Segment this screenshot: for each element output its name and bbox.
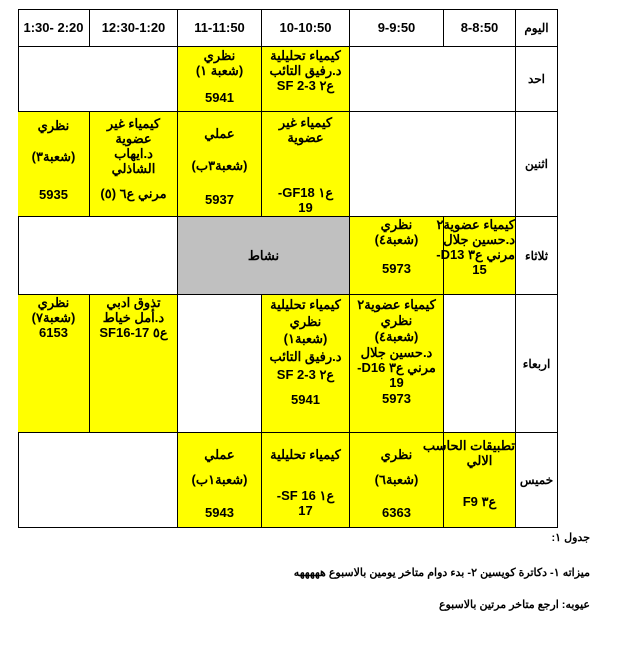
day-wednesday: اربعاء — [516, 295, 558, 433]
day-monday: اثنين — [516, 112, 558, 217]
class-thu-theory: نظري (شعبة٦) 6363 — [350, 433, 444, 528]
class-wed-analytical: كيمياء تحليلية نظري (شعبة١) د.رفيق التائب ع٢ SF 2-3 5941 — [262, 295, 350, 433]
class-mon-theory: نظري (شعبة٣) 5935 — [18, 112, 90, 217]
day-thursday: خميس — [516, 433, 558, 528]
day-sunday: احد — [516, 47, 558, 112]
class-wed-literary: تذوق ادبي د.أمل خياط ع٥ SF16-17 — [90, 295, 178, 433]
empty-cell — [444, 295, 516, 433]
class-tue-theory: نظري (شعبة٤) 5973 — [350, 217, 444, 295]
schedule-table — [18, 9, 558, 528]
activity-block: نشاط — [178, 217, 350, 295]
class-sun-analytical: كيمياء تحليلية د.رفيق التائب ع٢ SF 2-3 — [262, 47, 350, 112]
time-header-5: 12:30-1:20 — [90, 9, 178, 47]
class-tue-organic: كيمياء عضوية٢ د.حسين جلال مرني ع٣ D13- 15 — [444, 217, 516, 295]
class-mon-inorganic-2: كيمياء غير عضوية د.ايهاب الشاذلي مرني ع٦ (٥) — [90, 112, 178, 217]
empty-cell — [18, 217, 178, 295]
class-thu-analytical: كيمياء تحليلية ع١ SF 16- 17 — [262, 433, 350, 528]
class-thu-computer-apps: تطبيقات الحاسب الالي ع٣ F9 — [444, 433, 516, 528]
class-wed-theory: نظري (شعبة٧) 6153 — [18, 295, 90, 433]
table-caption: جدول ١: — [551, 532, 590, 544]
pros-text: ميزاته ١- دكاترة كويسين ٢- بدء دوام متاخر يومين بالاسبوع هههههه — [293, 567, 590, 579]
time-header-6: 1:30- 2:20 — [18, 9, 90, 47]
class-sun-theory: نظري (شعبة ١) 5941 — [178, 47, 262, 112]
day-tuesday: ثلاثاء — [516, 217, 558, 295]
class-wed-organic: كيمياء عضوية٢ نظري (شعبة٤) د.حسين جلال مرني ع٣ D16- 19 5973 — [350, 295, 444, 433]
empty-cell — [18, 47, 178, 112]
empty-cell — [178, 295, 262, 433]
class-mon-inorganic-1: كيمياء غير عضوية ع١ GF18- 19 — [262, 112, 350, 217]
empty-cell — [18, 433, 178, 528]
time-header-1: 8-8:50 — [444, 9, 516, 47]
time-header-4: 11-11:50 — [178, 9, 262, 47]
cons-text: عيوبه: ارجع متاخر مرتين بالاسبوع — [438, 599, 590, 611]
time-header-3: 10-10:50 — [262, 9, 350, 47]
time-header-2: 9-9:50 — [350, 9, 444, 47]
class-thu-practical: عملي (شعبة١ب) 5943 — [178, 433, 262, 528]
empty-cell — [350, 47, 516, 112]
class-mon-practical: عملي (شعبة٣ب) 5937 — [178, 112, 262, 217]
day-header: اليوم — [516, 9, 558, 47]
empty-cell — [350, 112, 516, 217]
